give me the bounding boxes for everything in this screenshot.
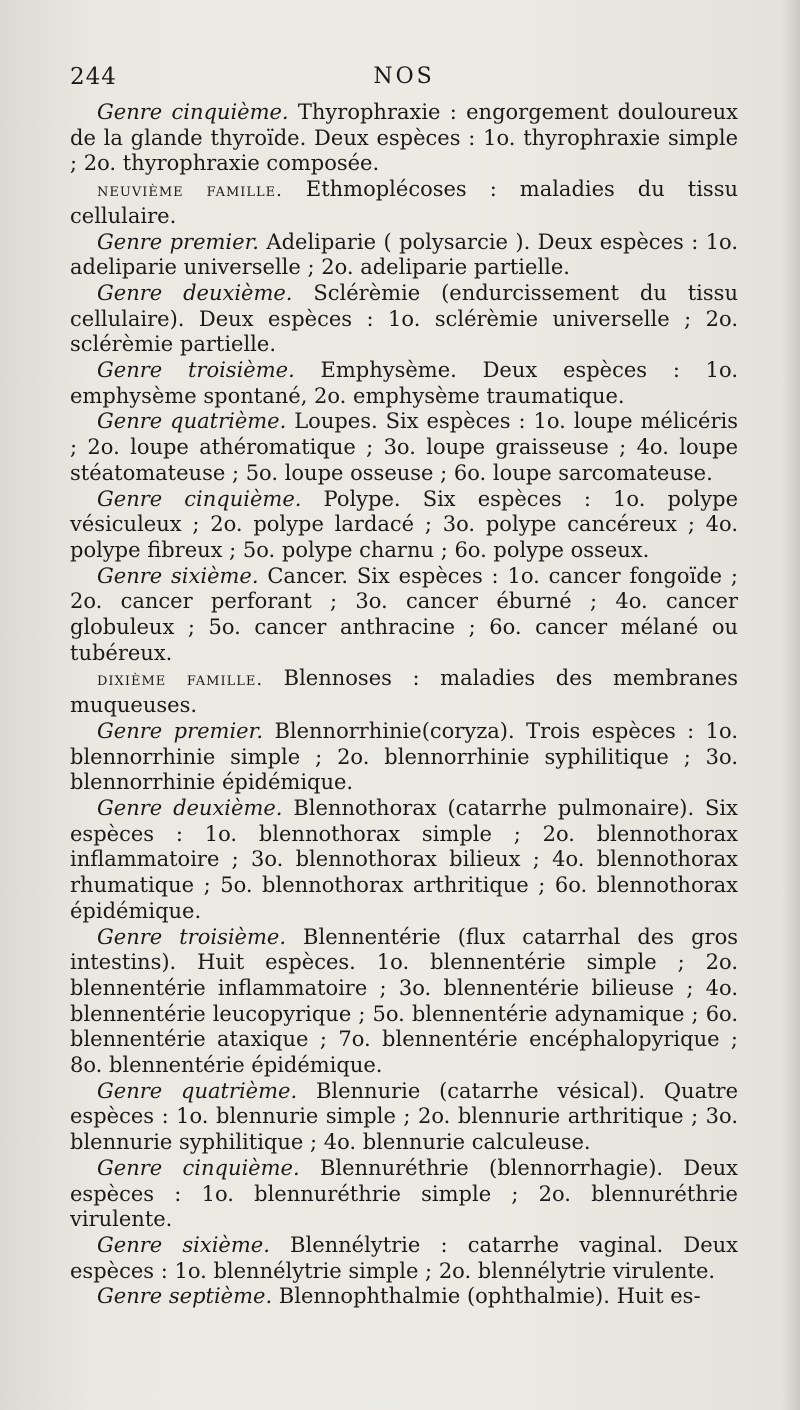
text-paragraph bbox=[70, 1079, 738, 1156]
genus-heading: Genre quatrième. bbox=[97, 1078, 298, 1103]
genus-heading: Genre troisième. bbox=[97, 924, 287, 949]
paragraph-text: Blennorrhinie(coryza). Trois espèces : 1o. blennorrhinie simple ; 2o. blennorrhinie syphilitique ; 3o. blennorrhinie épidémique. bbox=[70, 718, 738, 795]
paragraph-text: Blennurie (catarrhe vésical). Quatre espèces : 1o. blennurie simple ; 2o. blennurie arthritique ; 3o. blennurie syphilitique ; 4o. blennurie calculeuse. bbox=[70, 1078, 738, 1155]
paragraph-text: Adeliparie ( polysarcie ). Deux espèces : 1o. adeliparie universelle ; 2o. adeliparie partielle. bbox=[70, 229, 739, 280]
paragraph-text: Blennuréthrie (blennorrhagie). Deux espèces : 1o. blennuréthrie simple ; 2o. blennuréthrie virulente. bbox=[70, 1155, 738, 1232]
genus-heading: Genre premier. bbox=[97, 718, 264, 743]
text-paragraph bbox=[70, 1284, 738, 1310]
page-number: 244 bbox=[70, 64, 117, 90]
paragraph-text: Blennoses : maladies des membranes muqueuses. bbox=[70, 666, 738, 718]
text-paragraph bbox=[70, 487, 738, 564]
paragraph-text: Sclérèmie (endurcissement du tissu cellulaire). Deux espèces : 1o. sclérèmie universelle ; 2o. sclérèmie partielle. bbox=[70, 280, 738, 357]
paragraph-text: Blennentérie (flux catarrhal des gros intestins). Huit espèces. 1o. blennentérie simple ; 2o. blennentérie inflammatoire ; 3o. blennentérie bilieuse ; 4o. blennentérie leucopyrique ; 5o. blennentérie adynamique ; 6o. blennentérie ataxique ; 7o. blennentérie encéphalopyrique ; 8o. blennentérie épidémique. bbox=[70, 924, 738, 1078]
paragraph-text: Thyrophraxie : engorgement douloureux de la glande thyroïde. Deux espèces : 1o. thyrophraxie simple ; 2o. thyrophraxie composée. bbox=[70, 100, 738, 176]
genus-heading: Genre cinquième. bbox=[97, 100, 289, 124]
page-edge-shadow bbox=[782, 0, 800, 1410]
genus-heading: Genre septième. bbox=[97, 1284, 273, 1309]
genus-heading: Genre troisième. bbox=[97, 358, 295, 383]
page-header bbox=[70, 64, 738, 98]
paragraph-text: Loupes. Six espèces : 1o. loupe mélicéris ; 2o. loupe athéromatique ; 3o. loupe graisseuse ; 4o. loupe stéatomateuse ; 5o. loupe osseuse ; 6o. loupe sarcomateuse. bbox=[70, 409, 738, 485]
genus-heading: Genre sixième. bbox=[97, 563, 259, 588]
text-paragraph bbox=[70, 230, 738, 281]
text-paragraph bbox=[70, 796, 738, 925]
text-paragraph bbox=[70, 100, 738, 177]
text-paragraph bbox=[70, 281, 738, 358]
genus-heading: Genre quatrième. bbox=[97, 409, 287, 434]
running-head: NOS bbox=[373, 64, 435, 89]
family-heading: dixième famille. bbox=[97, 669, 264, 691]
text-paragraph bbox=[70, 409, 738, 486]
text-paragraph bbox=[70, 358, 738, 409]
paragraph-text: Cancer. Six espèces : 1o. cancer fongoïde ; 2o. cancer perforant ; 3o. cancer éburné ; 4o. cancer globuleux ; 5o. cancer anthracine ; 6o. cancer mélané ou tubéreux. bbox=[70, 563, 738, 665]
genus-heading: Genre sixième. bbox=[97, 1232, 270, 1257]
paragraph-text: Blennothorax (catarrhe pulmonaire). Six espèces : 1o. blennothorax simple ; 2o. blennothorax inflammatoire ; 3o. blennothorax bilieux ; 4o. blennothorax rhumatique ; 5o. blennothorax arthritique ; 6o. blennothorax épidémique. bbox=[70, 795, 738, 923]
genus-heading: Genre deuxième. bbox=[97, 280, 293, 305]
genus-heading: Genre cinquième. bbox=[97, 486, 302, 511]
family-heading: neuvième famille. bbox=[97, 180, 283, 202]
paragraph-text: Emphysème. Deux espèces : 1o. emphysème spontané, 2o. emphysème traumatique. bbox=[70, 358, 738, 408]
text-paragraph bbox=[70, 925, 738, 1079]
text-paragraph bbox=[70, 177, 738, 229]
paragraph-text: Blennélytrie : catarrhe vaginal. Deux espèces : 1o. blennélytrie simple ; 2o. blennélytrie virulente. bbox=[70, 1232, 738, 1283]
paragraph-text: Polype. Six espèces : 1o. polype vésiculeux ; 2o. polype lardacé ; 3o. polype cancéreux ; 4o. polype fibreux ; 5o. polype charnu ; 6o. polype osseux. bbox=[70, 486, 739, 562]
text-paragraph bbox=[70, 666, 738, 718]
genus-heading: Genre deuxième. bbox=[97, 795, 283, 820]
paragraph-text: Ethmoplécoses : maladies du tissu cellulaire. bbox=[70, 177, 739, 228]
text-paragraph bbox=[70, 564, 738, 667]
paragraph-text: Blennophthalmie (ophthalmie). Huit es- bbox=[272, 1284, 701, 1309]
genus-heading: Genre premier. bbox=[97, 229, 259, 254]
text-paragraph bbox=[70, 719, 738, 796]
text-paragraph bbox=[70, 1156, 738, 1233]
genus-heading: Genre cinquième. bbox=[97, 1155, 300, 1180]
body-text bbox=[70, 100, 738, 1310]
text-paragraph bbox=[70, 1233, 738, 1284]
